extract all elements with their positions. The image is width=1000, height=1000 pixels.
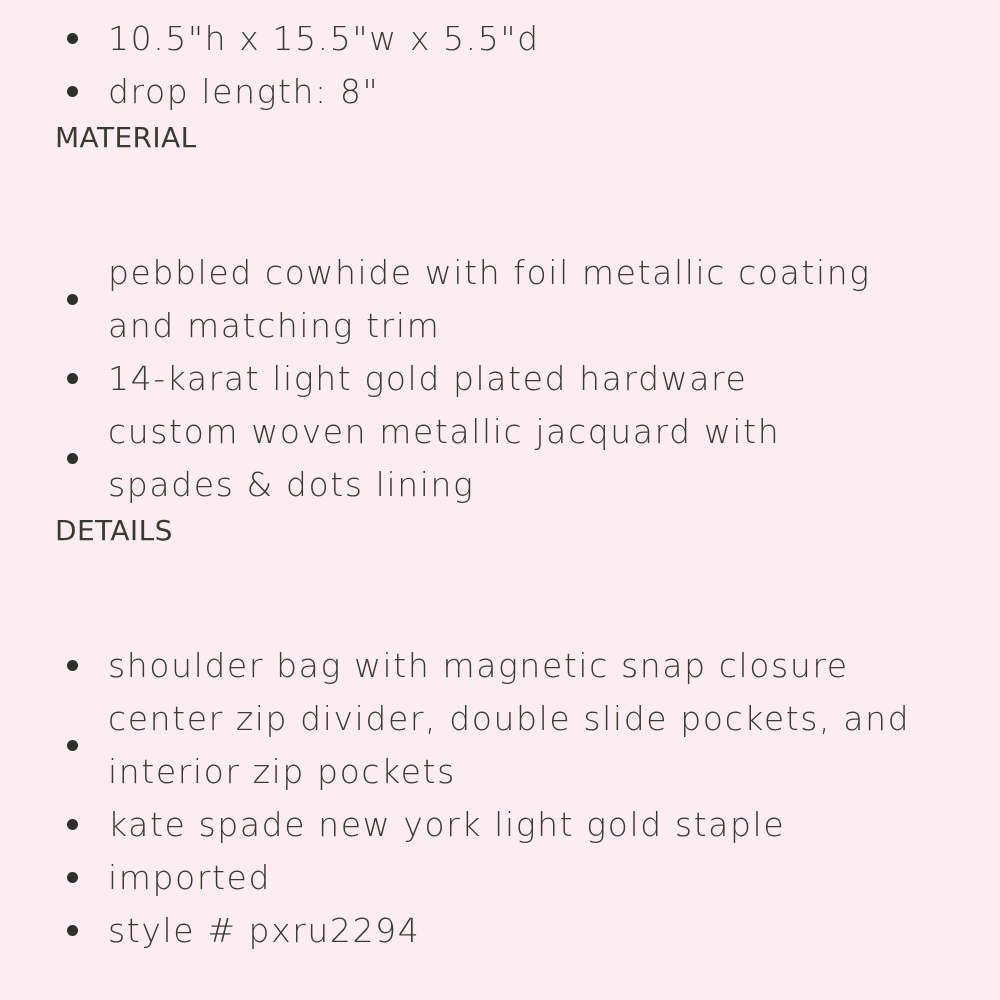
bullet-icon bbox=[67, 33, 78, 44]
bullet-icon bbox=[67, 872, 78, 883]
list-item: 10.5"h x 15.5"w x 5.5"d bbox=[55, 12, 1000, 65]
material-heading: MATERIAL bbox=[55, 121, 197, 154]
list-item: pebbled cowhide with foil metallic coating and matching trim bbox=[55, 246, 1000, 352]
bullet-icon bbox=[67, 453, 78, 464]
details-heading: DETAILS bbox=[55, 514, 173, 547]
list-item: drop length: 8" bbox=[55, 65, 1000, 118]
list-item: imported bbox=[55, 851, 1000, 904]
list-item: custom woven metallic jacquard with spades & dots lining bbox=[55, 405, 1000, 511]
details-list bbox=[55, 639, 1000, 957]
list-item: center zip divider, double slide pockets, and interior zip pockets bbox=[55, 692, 1000, 798]
list-item: 14-karat light gold plated hardware bbox=[55, 352, 1000, 405]
bullet-icon bbox=[67, 86, 78, 97]
list-item: shoulder bag with magnetic snap closure bbox=[55, 639, 1000, 692]
bullet-icon bbox=[67, 373, 78, 384]
bullet-icon bbox=[67, 294, 78, 305]
dimensions-list bbox=[55, 0, 1000, 118]
list-item: kate spade new york light gold staple bbox=[55, 798, 1000, 851]
bullet-icon bbox=[67, 660, 78, 671]
material-list bbox=[55, 246, 1000, 511]
bullet-icon bbox=[67, 925, 78, 936]
bullet-icon bbox=[67, 740, 78, 751]
bullet-icon bbox=[67, 819, 78, 830]
list-item: style # pxru2294 bbox=[55, 904, 1000, 957]
